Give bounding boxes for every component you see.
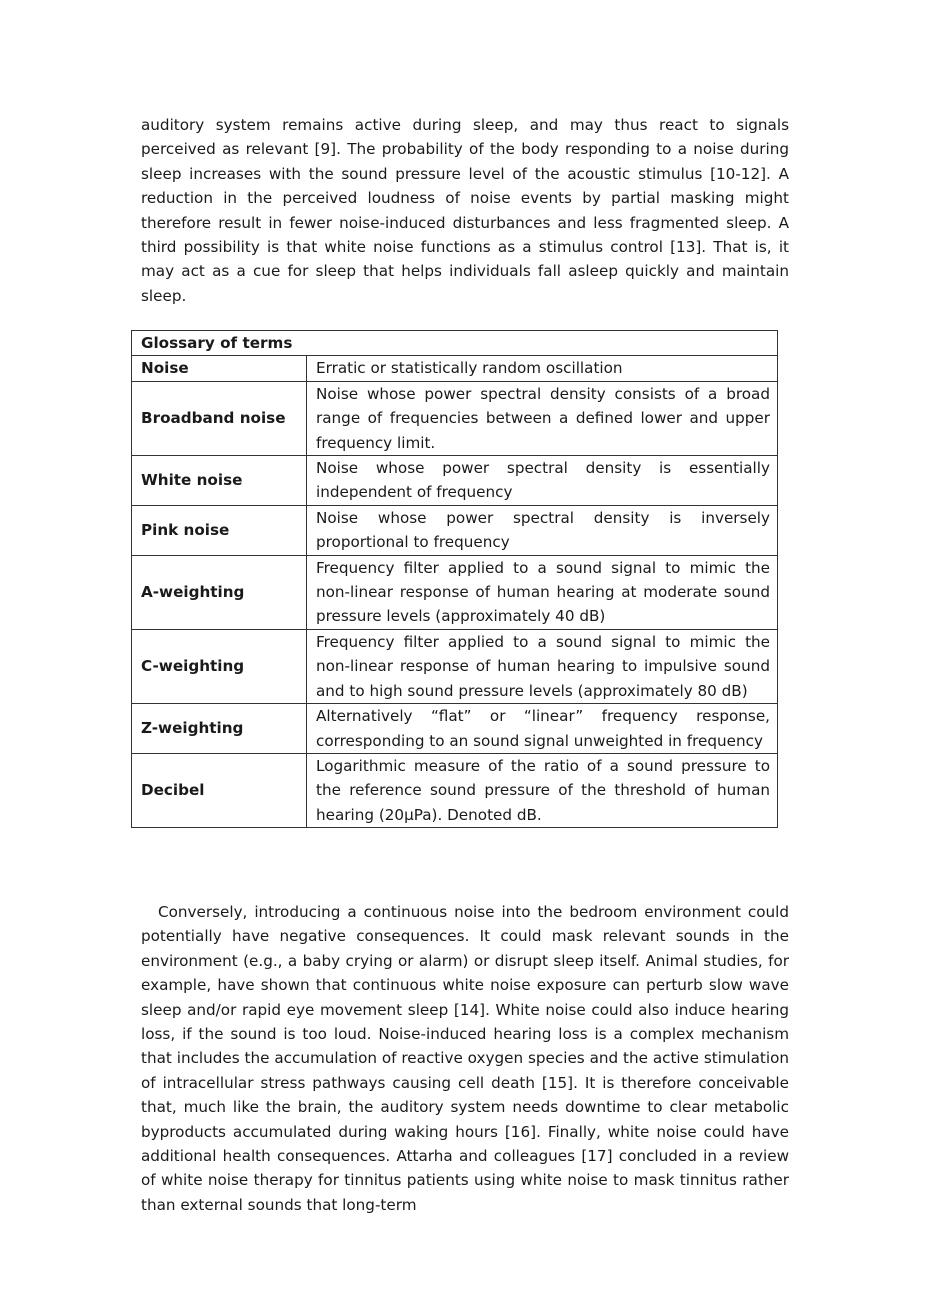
table-row xyxy=(132,456,778,506)
term-cell: Z-weighting xyxy=(132,704,307,754)
table-row xyxy=(132,704,778,754)
table-row xyxy=(132,753,778,827)
table-row xyxy=(132,381,778,455)
table-row xyxy=(132,555,778,629)
definition-cell: Logarithmic measure of the ratio of a sound pressure to the reference sound pressure of the threshold of human hearing (20μPa). Denoted dB. xyxy=(307,753,778,827)
term-cell: Pink noise xyxy=(132,505,307,555)
table-row xyxy=(132,356,778,381)
term-cell: Broadband noise xyxy=(132,381,307,455)
definition-cell: Noise whose power spectral density consists of a broad range of frequencies between a defined lower and upper frequency limit. xyxy=(307,381,778,455)
definition-cell: Frequency filter applied to a sound signal to mimic the non-linear response of human hearing at moderate sound pressure levels (approximately 40 dB) xyxy=(307,555,778,629)
glossary-table xyxy=(131,330,778,828)
term-cell: Noise xyxy=(132,356,307,381)
term-cell: A-weighting xyxy=(132,555,307,629)
definition-cell: Frequency filter applied to a sound signal to mimic the non-linear response of human hearing to impulsive sound and to high sound pressure levels (approximately 80 dB) xyxy=(307,629,778,703)
definition-cell: Noise whose power spectral density is essentially independent of frequency xyxy=(307,456,778,506)
table-row xyxy=(132,505,778,555)
glossary-title: Glossary of terms xyxy=(132,331,778,356)
term-cell: White noise xyxy=(132,456,307,506)
glossary-header-row xyxy=(132,331,778,356)
term-cell: Decibel xyxy=(132,753,307,827)
definition-cell: Alternatively “flat” or “linear” frequency response, corresponding to an sound signal unweighted in frequency xyxy=(307,704,778,754)
conversely-paragraph: Conversely, introducing a continuous noise into the bedroom environment could potentially have negative consequences. It could mask relevant sounds in the environment (e.g., a baby crying or alarm) or disrupt sleep itself. Animal studies, for example, have shown that continuous white noise exposure can perturb slow wave sleep and/or rapid eye movement sleep [14]. White noise could also induce hearing loss, if the sound is too loud. Noise-induced hearing loss is a complex mechanism that includes the accumulation of reactive oxygen species and the active stimulation of intracellular stress pathways causing cell death [15]. It is therefore conceivable that, much like the brain, the auditory system needs downtime to clear metabolic byproducts accumulated during waking hours [16]. Finally, white noise could have additional health consequences. Attarha and colleagues [17] concluded in a review of white noise therapy for tinnitus patients using white noise to mask tinnitus rather than external sounds that long-term xyxy=(141,903,789,1214)
table-row xyxy=(132,629,778,703)
definition-cell: Erratic or statistically random oscillation xyxy=(307,356,778,381)
intro-paragraph: auditory system remains active during sleep, and may thus react to signals perceived as relevant [9]. The probability of the body responding to a noise during sleep increases with the sound pressure level of the acoustic stimulus [10-12]. A reduction in the perceived loudness of noise events by partial masking might therefore result in fewer noise-induced disturbances and less fragmented sleep. A third possibility is that white noise functions as a stimulus control [13]. That is, it may act as a cue for sleep that helps individuals fall asleep quickly and maintain sleep. xyxy=(141,116,789,305)
definition-cell: Noise whose power spectral density is inversely proportional to frequency xyxy=(307,505,778,555)
term-cell: C-weighting xyxy=(132,629,307,703)
